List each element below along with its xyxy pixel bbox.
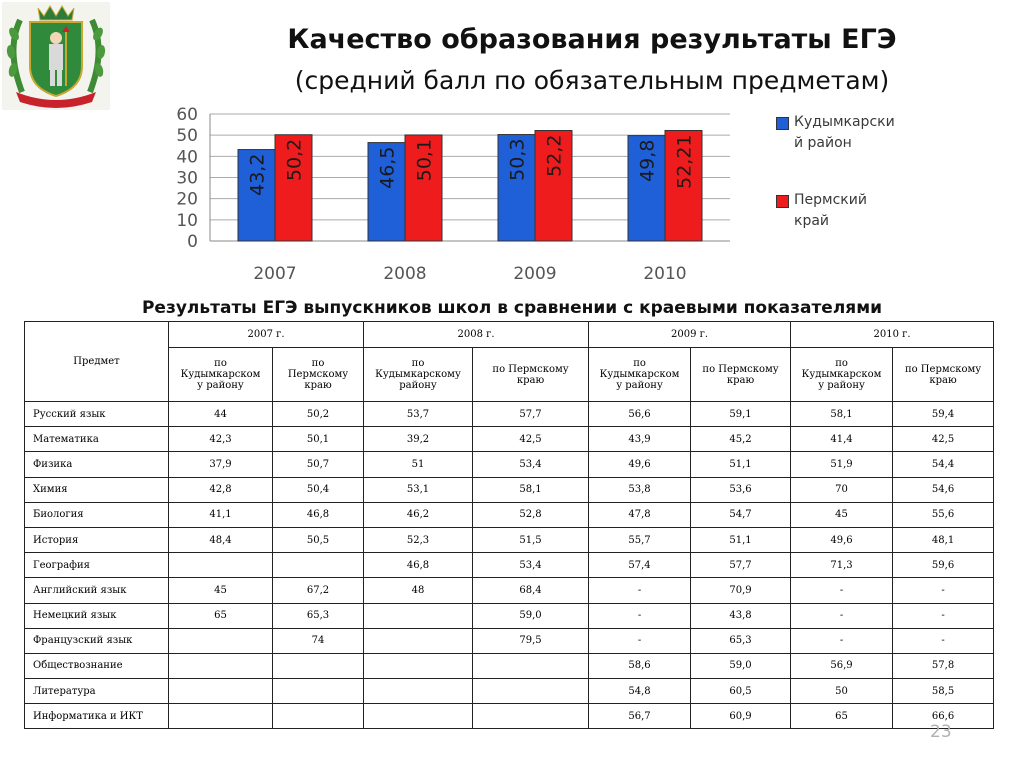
value-cell: 46,2 (364, 502, 473, 527)
value-cell: 59,0 (473, 603, 589, 628)
value-cell: 55,7 (589, 527, 691, 552)
legend-swatch-region (776, 195, 789, 208)
y-tick-label: 10 (176, 210, 198, 231)
legend-label-district-line2: й район (794, 135, 852, 151)
column-subheader-line: району (399, 380, 437, 391)
value-cell: 51,1 (691, 452, 791, 477)
table-row (25, 527, 994, 552)
year-header: 2008 г. (364, 322, 589, 348)
table-row (25, 553, 994, 578)
column-subheader-line: по Пермскому (702, 363, 779, 375)
value-cell (273, 704, 364, 729)
value-cell: 55,6 (893, 502, 994, 527)
y-tick-label: 60 (176, 105, 198, 125)
x-tick-label: 2007 (253, 264, 297, 284)
value-cell: 44 (169, 402, 273, 427)
subject-cell: Обществознание (25, 653, 169, 678)
subject-cell: География (25, 553, 169, 578)
value-cell: 71,3 (791, 553, 893, 578)
chart-legend (776, 112, 926, 268)
data-label: 50,3 (506, 138, 529, 181)
value-cell: 48,1 (893, 527, 994, 552)
table-row (25, 427, 994, 452)
value-cell: 53,8 (589, 477, 691, 502)
value-cell (169, 628, 273, 653)
value-cell: 53,4 (473, 553, 589, 578)
column-subheader-line: Кудымкарском (599, 369, 680, 380)
table-row (25, 477, 994, 502)
value-cell: 54,7 (691, 502, 791, 527)
value-cell: 57,4 (589, 553, 691, 578)
column-subheader (473, 348, 589, 402)
subject-cell: Биология (25, 502, 169, 527)
column-subheader-line: Кудымкарском (801, 369, 882, 380)
data-label: 46,5 (376, 146, 399, 189)
value-cell (273, 679, 364, 704)
value-cell: - (791, 603, 893, 628)
value-cell: 58,5 (893, 679, 994, 704)
value-cell: 51,1 (691, 527, 791, 552)
value-cell: 58,1 (473, 477, 589, 502)
value-cell: 53,7 (364, 402, 473, 427)
value-cell: 50,4 (273, 477, 364, 502)
value-cell: 39,2 (364, 427, 473, 452)
column-subheader-line: по Пермскому (492, 363, 569, 375)
value-cell: 42,3 (169, 427, 273, 452)
page-subtitle: (средний балл по обязательным предметам) (294, 66, 890, 95)
value-cell: 54,8 (589, 679, 691, 704)
column-subheader-line: краю (929, 374, 957, 386)
value-cell: 59,6 (893, 553, 994, 578)
x-tick-label: 2008 (383, 264, 427, 284)
value-cell: 41,4 (791, 427, 893, 452)
page-title: Качество образования результаты ЕГЭ (287, 24, 897, 55)
subject-cell: Русский язык (25, 402, 169, 427)
value-cell: 56,9 (791, 653, 893, 678)
value-cell: 53,1 (364, 477, 473, 502)
subject-cell: Английский язык (25, 578, 169, 603)
value-cell: 79,5 (473, 628, 589, 653)
value-cell: 47,8 (589, 502, 691, 527)
value-cell: 51,9 (791, 452, 893, 477)
value-cell: 42,8 (169, 477, 273, 502)
column-subheader-line: Кудымкарскому (375, 369, 461, 380)
legend-label-region-line1: Пермский (794, 192, 867, 208)
results-table (24, 321, 994, 729)
value-cell: 43,9 (589, 427, 691, 452)
value-cell: 65 (791, 704, 893, 729)
subject-cell: История (25, 527, 169, 552)
table-row (25, 704, 994, 729)
y-tick-label: 0 (187, 232, 198, 252)
column-subheader-line: у району (616, 380, 663, 391)
y-tick-label: 40 (176, 147, 198, 168)
value-cell: 56,6 (589, 402, 691, 427)
value-cell: - (589, 603, 691, 628)
table-row (25, 502, 994, 527)
subject-cell: Французский язык (25, 628, 169, 653)
subject-cell: Химия (25, 477, 169, 502)
subject-column-header: Предмет (25, 322, 169, 402)
value-cell (169, 653, 273, 678)
column-subheader-line: краю (516, 374, 545, 386)
value-cell (364, 704, 473, 729)
value-cell: 48 (364, 578, 473, 603)
value-cell (364, 679, 473, 704)
subheader-row (25, 348, 994, 402)
column-subheader-line: у району (197, 380, 244, 391)
value-cell: 60,9 (691, 704, 791, 729)
value-cell: 58,1 (791, 402, 893, 427)
value-cell: 42,5 (893, 427, 994, 452)
x-tick-label: 2010 (643, 264, 687, 284)
value-cell (364, 653, 473, 678)
value-cell: 60,5 (691, 679, 791, 704)
value-cell: 59,1 (691, 402, 791, 427)
value-cell: 52,3 (364, 527, 473, 552)
value-cell: 50,5 (273, 527, 364, 552)
value-cell (364, 603, 473, 628)
value-cell: 46,8 (364, 553, 473, 578)
value-cell: 51 (364, 452, 473, 477)
table-row (25, 603, 994, 628)
table-row (25, 578, 994, 603)
column-subheader (169, 348, 273, 402)
value-cell: 54,6 (893, 477, 994, 502)
column-subheader (691, 348, 791, 402)
value-cell (473, 679, 589, 704)
table-row (25, 653, 994, 678)
column-subheader (273, 348, 364, 402)
column-subheader-line: краю (726, 374, 755, 386)
subject-cell: Физика (25, 452, 169, 477)
value-cell: - (589, 578, 691, 603)
column-subheader (364, 348, 473, 402)
value-cell: 45,2 (691, 427, 791, 452)
legend-item-region (776, 190, 926, 232)
y-tick-label: 50 (176, 126, 198, 147)
value-cell: 59,0 (691, 653, 791, 678)
page-number: 23 (930, 722, 952, 742)
value-cell (169, 553, 273, 578)
column-subheader (791, 348, 893, 402)
legend-label-district-line1: Кудымкарски (794, 114, 895, 130)
value-cell: 70 (791, 477, 893, 502)
y-tick-label: 30 (176, 168, 198, 189)
data-label: 50,2 (283, 138, 306, 182)
column-subheader-line: по (633, 358, 646, 369)
coat-of-arms-logo (0, 0, 112, 112)
value-cell: - (893, 578, 994, 603)
bar-chart (168, 100, 748, 296)
value-cell: 49,6 (791, 527, 893, 552)
subject-cell: Математика (25, 427, 169, 452)
value-cell (273, 653, 364, 678)
x-tick-label: 2009 (513, 264, 557, 284)
value-cell: 48,4 (169, 527, 273, 552)
table-row (25, 679, 994, 704)
value-cell (169, 679, 273, 704)
column-subheader-line: по (311, 358, 325, 369)
value-cell: 53,4 (473, 452, 589, 477)
value-cell (169, 704, 273, 729)
value-cell: 58,6 (589, 653, 691, 678)
table-body (25, 402, 994, 729)
value-cell: 37,9 (169, 452, 273, 477)
value-cell (273, 553, 364, 578)
column-subheader-line: краю (304, 380, 332, 391)
value-cell: 53,6 (691, 477, 791, 502)
legend-swatch-district (776, 117, 789, 130)
value-cell: 51,5 (473, 527, 589, 552)
value-cell: 59,4 (893, 402, 994, 427)
value-cell: - (893, 628, 994, 653)
value-cell: 45 (791, 502, 893, 527)
value-cell: 68,4 (473, 578, 589, 603)
value-cell: - (893, 603, 994, 628)
year-header: 2007 г. (169, 322, 364, 348)
table-row (25, 628, 994, 653)
column-subheader-line: Пермскому (287, 369, 349, 380)
subject-cell: Немецкий язык (25, 603, 169, 628)
year-header: 2010 г. (791, 322, 994, 348)
value-cell: - (791, 628, 893, 653)
value-cell (364, 628, 473, 653)
legend-item-district (776, 112, 926, 154)
value-cell: 41,1 (169, 502, 273, 527)
value-cell: 65,3 (273, 603, 364, 628)
value-cell: 52,8 (473, 502, 589, 527)
value-cell: 54,4 (893, 452, 994, 477)
column-subheader (893, 348, 994, 402)
value-cell: 57,8 (893, 653, 994, 678)
column-subheader-line: по (411, 358, 425, 369)
value-cell: - (791, 578, 893, 603)
value-cell: 57,7 (473, 402, 589, 427)
column-subheader-line: по (214, 358, 227, 369)
value-cell: 50,1 (273, 427, 364, 452)
value-cell: 67,2 (273, 578, 364, 603)
y-tick-label: 20 (176, 189, 198, 210)
value-cell: 70,9 (691, 578, 791, 603)
value-cell (473, 653, 589, 678)
legend-label-region-line2: край (794, 213, 830, 229)
subject-cell: Информатика и ИКТ (25, 704, 169, 729)
column-subheader (589, 348, 691, 402)
value-cell: 57,7 (691, 553, 791, 578)
column-subheader-line: Кудымкарском (180, 369, 261, 380)
value-cell: 56,7 (589, 704, 691, 729)
data-label: 52,21 (673, 134, 696, 189)
column-subheader-line: у району (818, 380, 865, 391)
value-cell: 46,8 (273, 502, 364, 527)
subject-cell: Литература (25, 679, 169, 704)
data-label: 50,1 (413, 138, 436, 182)
value-cell: 50,2 (273, 402, 364, 427)
value-cell: - (589, 628, 691, 653)
data-label: 43,2 (246, 153, 269, 196)
table-row (25, 402, 994, 427)
value-cell: 49,6 (589, 452, 691, 477)
column-subheader-line: по Пермскому (904, 363, 982, 375)
value-cell: 74 (273, 628, 364, 653)
year-header: 2009 г. (589, 322, 791, 348)
value-cell: 66,6 (893, 704, 994, 729)
value-cell: 43,8 (691, 603, 791, 628)
value-cell: 50,7 (273, 452, 364, 477)
data-label: 49,8 (636, 139, 659, 182)
value-cell: 45 (169, 578, 273, 603)
table-title: Результаты ЕГЭ выпускников школ в сравнении с краевыми показателями (141, 298, 883, 318)
value-cell: 50 (791, 679, 893, 704)
value-cell (473, 704, 589, 729)
table-row (25, 452, 994, 477)
value-cell: 65,3 (691, 628, 791, 653)
data-label: 52,2 (543, 134, 566, 177)
value-cell: 65 (169, 603, 273, 628)
column-subheader-line: по (835, 358, 848, 369)
value-cell: 42,5 (473, 427, 589, 452)
